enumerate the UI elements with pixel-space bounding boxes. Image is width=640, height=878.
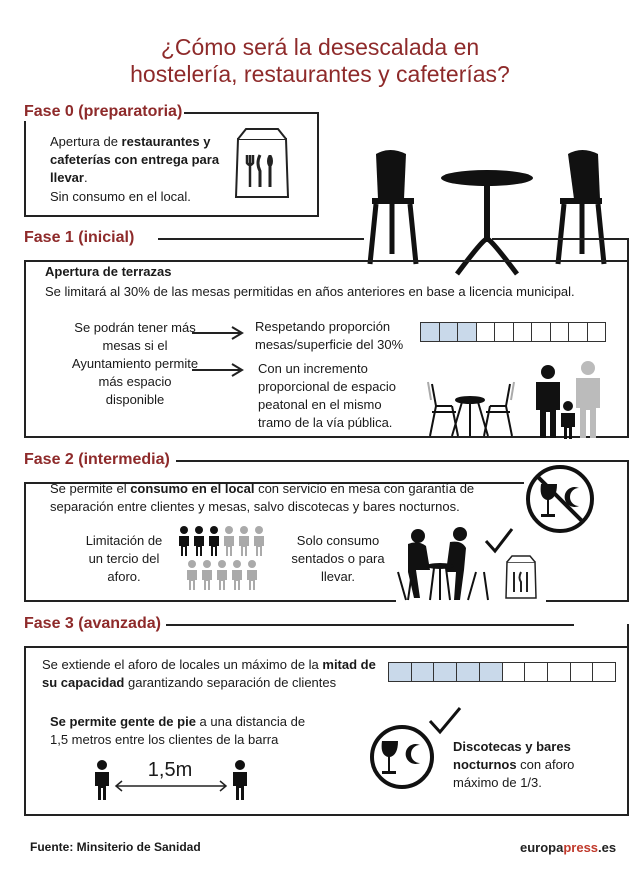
takeaway-bag-icon xyxy=(232,125,292,200)
fase1-line-top xyxy=(24,260,629,262)
fase3-pie-a: Se permite gente de pie xyxy=(50,714,196,729)
bar-cell xyxy=(480,663,503,681)
check-icon xyxy=(484,527,514,555)
fase2-line-right xyxy=(627,460,629,602)
fase2-text xyxy=(50,480,520,516)
fase0-title: Fase 0 (preparatoria) xyxy=(24,103,183,120)
person-icon xyxy=(230,760,250,800)
person-icon xyxy=(92,760,112,800)
family-icon xyxy=(528,360,628,440)
person-icon xyxy=(202,560,212,590)
brand-logo xyxy=(520,840,616,855)
page-title xyxy=(0,34,640,88)
fase1-left-text: Se podrán tener más mesas si el Ayuntamiento permite más espacio disponible xyxy=(71,320,199,407)
bar-cell xyxy=(548,663,571,681)
fase3-text xyxy=(42,656,387,692)
bar-cell xyxy=(571,663,594,681)
fase3-title: Fase 3 (avanzada) xyxy=(24,615,161,632)
terrace-furniture-icon xyxy=(422,378,522,440)
bar-cell xyxy=(569,323,588,341)
fase1-capacity-bar xyxy=(420,322,606,342)
person-icon xyxy=(224,526,234,556)
people-grid-icon xyxy=(175,524,267,590)
person-icon xyxy=(179,526,189,556)
person-icon xyxy=(247,560,257,590)
arrows-icon xyxy=(190,322,250,382)
fase3-disco-a: Discotecas y bares nocturnos xyxy=(453,739,571,772)
fase0-text2: Sin consumo en el local. xyxy=(50,189,191,204)
bar-cell xyxy=(389,663,412,681)
brand-c: .es xyxy=(598,840,617,855)
chair-table-icon xyxy=(362,146,612,276)
fase3-capacity-bar xyxy=(388,662,616,682)
bar-cell xyxy=(525,663,548,681)
person-icon xyxy=(239,526,249,556)
fase0-text-c: . xyxy=(83,170,88,185)
fase2-title: Fase 2 (intermedia) xyxy=(24,451,170,468)
fase0-text-a: Apertura de xyxy=(50,134,122,149)
brand-b: press xyxy=(563,840,599,855)
bar-cell xyxy=(434,663,457,681)
bar-cell xyxy=(458,323,477,341)
page-title-line2: hostelería, restaurantes y cafeterías? xyxy=(130,61,510,87)
fase0-text xyxy=(50,133,225,187)
person-icon xyxy=(209,526,219,556)
fase3-line-top xyxy=(24,646,629,648)
takeaway-bag-small-icon xyxy=(503,554,539,600)
bar-cell xyxy=(457,663,480,681)
fase1-line-a xyxy=(158,238,364,240)
fase1-title: Fase 1 (inicial) xyxy=(24,229,135,246)
person-icon xyxy=(194,526,204,556)
check-icon xyxy=(428,706,462,736)
fase3-pie-text xyxy=(50,713,325,749)
brand-a: europa xyxy=(520,840,564,855)
bar-cell xyxy=(421,323,440,341)
fase0-text-b: restaurantes y cafeterías con entrega para llevar xyxy=(50,134,220,185)
fase2-text-c: con servicio en mesa con garantía de separación entre clientes y mesas, salvo discotecas y bares nocturnos. xyxy=(50,481,475,514)
source-text: Fuente: Minsiterio de Sanidad xyxy=(30,840,201,854)
fase1-text: Se limitará al 30% de las mesas permitidas en años anteriores en base a licencia municipal. xyxy=(45,284,575,299)
bar-cell xyxy=(588,323,606,341)
fase1-heading: Apertura de terrazas xyxy=(45,264,172,279)
person-icon xyxy=(217,560,227,590)
fase3-disco-b: con aforo máximo de 1/3. xyxy=(453,757,575,790)
fase3-disco-text xyxy=(453,738,603,792)
fase3-line-left xyxy=(24,646,26,816)
page-title-line1: ¿Cómo será la desescalada en xyxy=(160,34,480,60)
fase3-pie-b: a una distancia de 1,5 metros entre los clientes de la barra xyxy=(50,714,306,747)
fase2-limit-text: Limitación de un tercio del aforo. xyxy=(85,533,163,584)
bar-cell xyxy=(503,663,526,681)
fase3-text-c: garantizando separación de clientes xyxy=(124,675,337,690)
fase2-line-bottom-a xyxy=(24,600,396,602)
bar-cell xyxy=(477,323,496,341)
fase3-line-bottom xyxy=(24,814,629,816)
bar-cell xyxy=(593,663,615,681)
fase1-arrow1-text: Respetando proporción mesas/superficie del 30% xyxy=(255,319,404,352)
bar-cell xyxy=(514,323,533,341)
fase2-consumo-text: Solo consumo sentados o para llevar. xyxy=(291,533,385,584)
bar-cell xyxy=(495,323,514,341)
bar-cell xyxy=(532,323,551,341)
fase1-line-b xyxy=(492,238,628,240)
fase2-text-b: consumo en el local xyxy=(130,481,255,496)
distance-label: 1,5m xyxy=(147,759,193,781)
fase2-text-a: Se permite el xyxy=(50,481,131,496)
fase2-line-left xyxy=(24,482,26,602)
fase2-line-bottom-b xyxy=(546,600,629,602)
fase1-line-left xyxy=(24,260,26,438)
no-alcohol-night-icon xyxy=(523,462,597,536)
person-icon xyxy=(254,526,264,556)
fase3-line-right xyxy=(627,624,629,816)
couple-table-icon xyxy=(392,526,492,602)
wine-moon-icon xyxy=(368,723,436,791)
fase3-text-a: Se extiende el aforo de locales un máximo de la xyxy=(42,657,323,672)
fase3-text-b: mitad de su capacidad xyxy=(42,657,376,690)
bar-cell xyxy=(551,323,570,341)
person-icon xyxy=(232,560,242,590)
bar-cell xyxy=(440,323,459,341)
fase1-arrow2-text: Con un incremento proporcional de espacio peatonal en el mismo tramo de la vía pública. xyxy=(258,361,397,430)
bar-cell xyxy=(412,663,435,681)
person-icon xyxy=(187,560,197,590)
fase3-line-a xyxy=(166,624,574,626)
